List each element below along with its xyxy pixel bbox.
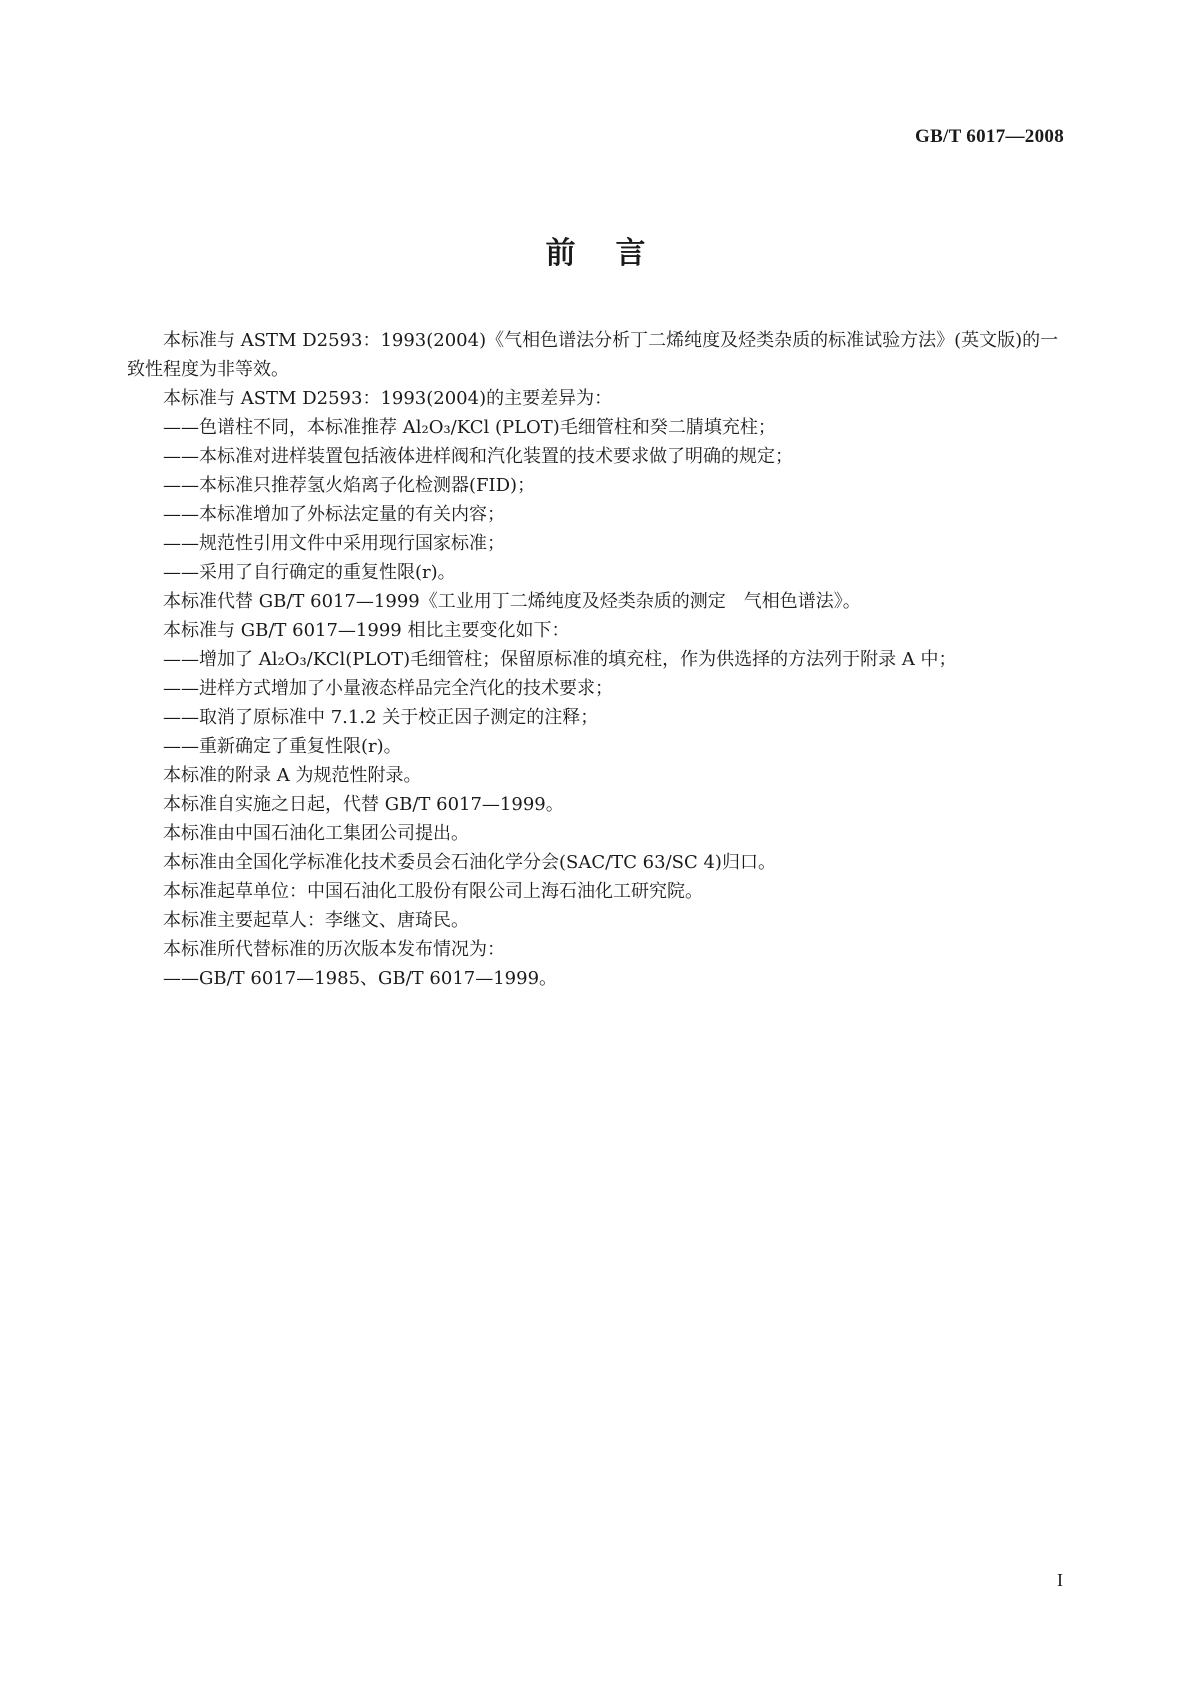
list-item: ——采用了自行确定的重复性限(r)。 — [163, 562, 456, 583]
list-item: ——色谱柱不同，本标准推荐 Al₂O₃/KCl (PLOT)毛细管柱和癸二腈填充柱； — [163, 417, 776, 438]
paragraph: 本标准与 ASTM D2593：1993(2004)的主要差异为： — [163, 388, 613, 409]
list-item: ——GB/T 6017—1985、GB/T 6017—1999。 — [163, 968, 558, 989]
paragraph: 本标准的附录 A 为规范性附录。 — [163, 765, 422, 786]
paragraph: 本标准主要起草人：李继文、唐琦民。 — [163, 910, 469, 931]
list-item: ——规范性引用文件中采用现行国家标准； — [163, 533, 505, 554]
list-item: ——本标准对进样装置包括液体进样阀和汽化装置的技术要求做了明确的规定； — [163, 446, 793, 467]
paragraph: 本标准与 GB/T 6017—1999 相比主要变化如下： — [163, 620, 570, 641]
paragraph: 本标准由中国石油化工集团公司提出。 — [163, 823, 469, 844]
paragraph: 本标准代替 GB/T 6017—1999《工业用丁二烯纯度及烃类杂质的测定 气相色谱法》。 — [163, 591, 861, 612]
paragraph: 本标准所代替标准的历次版本发布情况为： — [163, 939, 505, 960]
list-item: ——重新确定了重复性限(r)。 — [163, 736, 402, 757]
list-item: ——本标准增加了外标法定量的有关内容； — [163, 504, 505, 525]
paragraph: 本标准由全国化学标准化技术委员会石油化学分会(SAC/TC 63/SC 4)归口。 — [163, 852, 776, 873]
page-number: I — [1057, 1570, 1063, 1590]
list-item: ——增加了 Al₂O₃/KCl(PLOT)毛细管柱；保留原标准的填充柱，作为供选择的方法列于附录 A 中； — [163, 649, 957, 670]
paragraph: 本标准起草单位：中国石油化工股份有限公司上海石油化工研究院。 — [163, 881, 703, 902]
page-title: 前言 — [545, 236, 686, 271]
document-body — [127, 326, 1067, 993]
list-item: ——取消了原标准中 7.1.2 关于校正因子测定的注释； — [163, 707, 599, 728]
list-item: ——进样方式增加了小量液态样品完全汽化的技术要求； — [163, 678, 613, 699]
standard-code: GB/T 6017—2008 — [914, 126, 1064, 147]
list-item: ——本标准只推荐氢火焰离子化检测器(FID)； — [163, 475, 536, 496]
paragraph: 本标准自实施之日起，代替 GB/T 6017—1999。 — [163, 794, 564, 815]
paragraph: 本标准与 ASTM D2593：1993(2004)《气相色谱法分析丁二烯纯度及烃类杂质的标准试验方法》(英文版)的一致性程度为非等效。 — [127, 330, 1059, 380]
